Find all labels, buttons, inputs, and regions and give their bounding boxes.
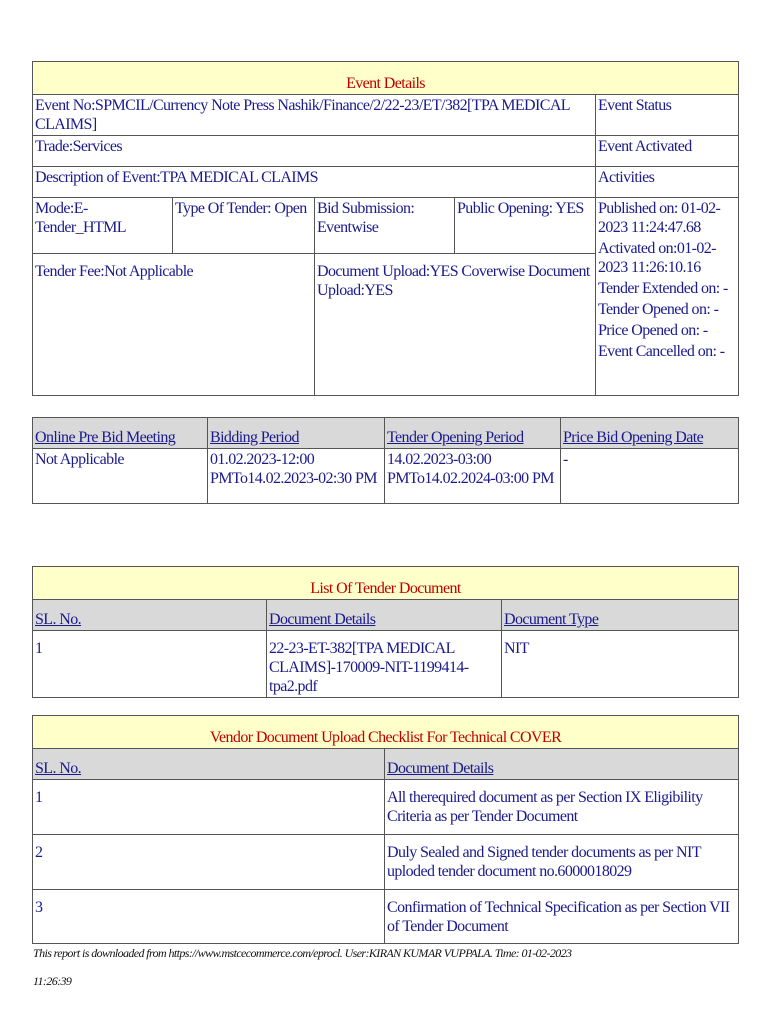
event-description: Description of Event:TPA MEDICAL CLAIMS [33,167,596,198]
row-document-link[interactable]: 22-23-ET-382[TPA MEDICAL CLAIMS]-170009-NIT-1199414-tpa2.pdf [267,631,502,698]
schedule-header-bidding-period: Bidding Period [208,418,385,449]
event-details-header: Event Details [33,62,739,95]
checklist-col-document-details: Document Details [385,749,739,780]
checklist-row-sl-no: 1 [33,780,385,835]
activity-published: Published on: 01-02-2023 11:24:47.68 [598,200,721,236]
trade: Trade:Services [33,136,596,167]
checklist-table [32,715,739,944]
event-number: Event No:SPMCIL/Currency Note Press Nashik/Finance/2/22-23/ET/382[TPA MEDICAL CLAIMS] [33,95,596,136]
document-upload: Document Upload:YES Coverwise Document Upload:YES [315,254,596,396]
checklist-row-details: Confirmation of Technical Specification as per Section VII of Tender Document [385,890,739,944]
bidding-period-value: 01.02.2023-12:00 PMTo14.02.2023-02:30 PM [208,449,385,504]
type-of-tender: Type Of Tender: Open [173,198,315,254]
bid-submission: Bid Submission: Eventwise [315,198,455,254]
schedule-header-price-bid: Price Bid Opening Date [561,418,739,449]
footer-time: 11:26:39 [33,974,72,988]
event-status-label: Event Status [596,95,739,136]
footer-download-info: This report is downloaded from https://www.mstcecommerce.com/eprocl. User:KIRAN KUMAR VUPPALA. Time: 01-02-2023 [33,946,572,960]
table-row [33,780,739,835]
mode: Mode:E-Tender_HTML [33,198,173,254]
pre-bid-meeting-value: Not Applicable [33,449,208,504]
public-opening: Public Opening: YES [455,198,596,254]
tender-document-header: List Of Tender Document [33,567,739,600]
col-document-type: Document Type [502,600,739,631]
checklist-col-sl-no: SL. No. [33,749,385,780]
schedule-header-pre-bid: Online Pre Bid Meeting [33,418,208,449]
checklist-row-details: All therequired document as per Section IX Eligibility Criteria as per Tender Document [385,780,739,835]
col-document-details: Document Details [267,600,502,631]
schedule-table [32,417,739,504]
event-status-value: Event Activated [596,136,739,167]
activity-activated: Activated on:01-02-2023 11:26:10.16 [598,240,716,276]
checklist-row-sl-no: 2 [33,835,385,890]
activity-tender-opened: Tender Opened on: - [598,301,719,318]
schedule-header-tender-opening: Tender Opening Period [385,418,561,449]
checklist-header: Vendor Document Upload Checklist For Technical COVER [33,716,739,749]
table-row [33,631,739,698]
row-document-type: NIT [502,631,739,698]
price-bid-opening-value: - [561,449,739,504]
tender-opening-value: 14.02.2023-03:00 PMTo14.02.2024-03:00 PM [385,449,561,504]
checklist-row-details: Duly Sealed and Signed tender documents as per NIT uploded tender document no.6000018029 [385,835,739,890]
activity-tender-extended: Tender Extended on: - [598,280,728,297]
activities-label: Activities [596,167,739,198]
row-sl-no: 1 [33,631,267,698]
tender-document-table [32,566,739,698]
activities-list [596,198,739,396]
tender-fee: Tender Fee:Not Applicable [33,254,315,396]
col-sl-no: SL. No. [33,600,267,631]
table-row [33,890,739,944]
table-row [33,835,739,890]
activity-price-opened: Price Opened on: - [598,322,708,339]
event-details-table [32,61,739,396]
activity-event-cancelled: Event Cancelled on: - [598,343,725,360]
checklist-row-sl-no: 3 [33,890,385,944]
